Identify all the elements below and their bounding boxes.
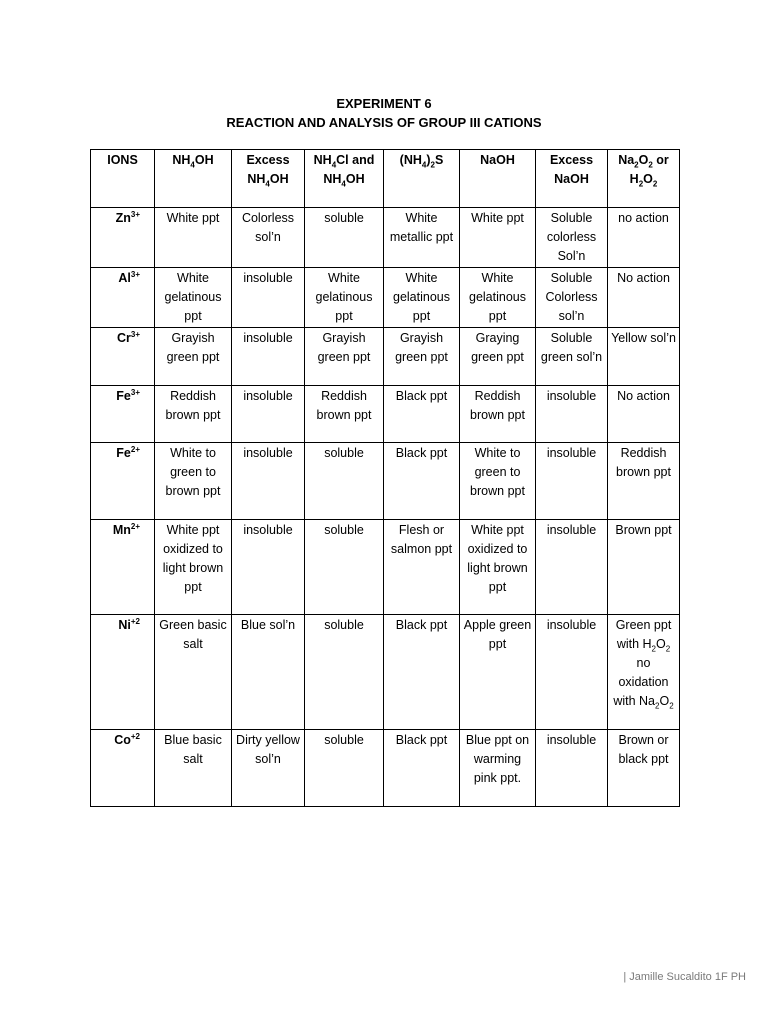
table-cell: Colorless sol’n bbox=[232, 208, 305, 268]
table-cell: Graying green ppt bbox=[460, 328, 536, 386]
table-cell: Brown or black ppt bbox=[608, 730, 680, 807]
table-row bbox=[91, 328, 680, 386]
table-cell: Dirty yellow sol’n bbox=[232, 730, 305, 807]
table-cell: White gelatinous ppt bbox=[384, 268, 460, 328]
table-cell: soluble bbox=[305, 443, 384, 520]
ion-label: $Cr^{3+}$ bbox=[91, 328, 155, 386]
table-cell: soluble bbox=[305, 615, 384, 730]
table-cell: no action bbox=[608, 208, 680, 268]
table-row bbox=[91, 386, 680, 443]
table-cell: White ppt bbox=[155, 208, 232, 268]
table-cell: White ppt oxidized to light brown ppt bbox=[155, 520, 232, 615]
table-row bbox=[91, 208, 680, 268]
table-cell: Yellow sol’n bbox=[608, 328, 680, 386]
table-cell: Black ppt bbox=[384, 443, 460, 520]
table-cell: insoluble bbox=[536, 730, 608, 807]
table-cell: White gelatinous ppt bbox=[305, 268, 384, 328]
table-row bbox=[91, 443, 680, 520]
table-cell: Reddish brown ppt bbox=[460, 386, 536, 443]
table-cell: White to green to brown ppt bbox=[460, 443, 536, 520]
ion-label: $Co^{+2}$ bbox=[91, 730, 155, 807]
table-row bbox=[91, 615, 680, 730]
table-cell: Blue basic salt bbox=[155, 730, 232, 807]
cation-reaction-table bbox=[90, 149, 680, 807]
table-cell: White ppt oxidized to light brown ppt bbox=[460, 520, 536, 615]
table-cell: Grayish green ppt bbox=[305, 328, 384, 386]
table-cell: insoluble bbox=[232, 443, 305, 520]
ion-label: $Fe^{3+}$ bbox=[91, 386, 155, 443]
table-row bbox=[91, 730, 680, 807]
table-cell: insoluble bbox=[536, 520, 608, 615]
column-header: $NH_4OH$ bbox=[155, 150, 232, 208]
table-cell: insoluble bbox=[232, 328, 305, 386]
column-header: Excess $NH_4OH$ bbox=[232, 150, 305, 208]
table-cell: Grayish green ppt bbox=[384, 328, 460, 386]
table-cell: No action bbox=[608, 268, 680, 328]
table-cell: Grayish green ppt bbox=[155, 328, 232, 386]
table-cell: soluble bbox=[305, 520, 384, 615]
column-header: $Na_2O_2$ or $H_2O_2$ bbox=[608, 150, 680, 208]
experiment-title: EXPERIMENT 6 bbox=[336, 96, 432, 111]
ion-label: $Mn^{2+}$ bbox=[91, 520, 155, 615]
column-header: $(NH_4)_2S$ bbox=[384, 150, 460, 208]
table-cell: Black ppt bbox=[384, 615, 460, 730]
table-row bbox=[91, 520, 680, 615]
table-cell: Green ppt with $H_2O_2$ no oxidation with $Na_2O_2$ bbox=[608, 615, 680, 730]
table-cell: Soluble colorless Sol’n bbox=[536, 208, 608, 268]
ion-label: $Al^{3+}$ bbox=[91, 268, 155, 328]
table-cell: Soluble Colorless sol’n bbox=[536, 268, 608, 328]
column-header: Excess NaOH bbox=[536, 150, 608, 208]
table-cell: Apple green ppt bbox=[460, 615, 536, 730]
table-body bbox=[91, 208, 680, 807]
table-cell: Reddish brown ppt bbox=[305, 386, 384, 443]
table-cell: soluble bbox=[305, 730, 384, 807]
table-header-row bbox=[91, 150, 680, 208]
table-cell: insoluble bbox=[232, 520, 305, 615]
table-cell: insoluble bbox=[232, 386, 305, 443]
ion-label: $Ni^{+2}$ bbox=[91, 615, 155, 730]
table-cell: Black ppt bbox=[384, 386, 460, 443]
table-cell: Reddish brown ppt bbox=[608, 443, 680, 520]
ion-label: $Fe^{2+}$ bbox=[91, 443, 155, 520]
table-cell: insoluble bbox=[536, 386, 608, 443]
table-cell: Flesh or salmon ppt bbox=[384, 520, 460, 615]
column-header: NaOH bbox=[460, 150, 536, 208]
column-header: $NH_4Cl$ and $NH_4OH$ bbox=[305, 150, 384, 208]
table-cell: insoluble bbox=[536, 615, 608, 730]
table-cell: Soluble green sol’n bbox=[536, 328, 608, 386]
footer-author: | Jamille Sucaldito 1F PH bbox=[623, 971, 746, 983]
table-cell: White gelatinous ppt bbox=[155, 268, 232, 328]
title-block bbox=[0, 94, 768, 132]
table-cell: White ppt bbox=[460, 208, 536, 268]
table-cell: Blue sol’n bbox=[232, 615, 305, 730]
table-cell: Green basic salt bbox=[155, 615, 232, 730]
table-cell: Brown ppt bbox=[608, 520, 680, 615]
ion-label: $Zn^{3+}$ bbox=[91, 208, 155, 268]
table-row bbox=[91, 268, 680, 328]
column-header: IONS bbox=[91, 150, 155, 208]
table-cell: White metallic ppt bbox=[384, 208, 460, 268]
table-cell: White to green to brown ppt bbox=[155, 443, 232, 520]
table-cell: Reddish brown ppt bbox=[155, 386, 232, 443]
table-cell: Black ppt bbox=[384, 730, 460, 807]
document-subtitle: REACTION AND ANALYSIS OF GROUP III CATIONS bbox=[226, 115, 542, 130]
table-cell: No action bbox=[608, 386, 680, 443]
table-cell: soluble bbox=[305, 208, 384, 268]
table-cell: insoluble bbox=[536, 443, 608, 520]
table-cell: White gelatinous ppt bbox=[460, 268, 536, 328]
table-cell: Blue ppt on warming pink ppt. bbox=[460, 730, 536, 807]
table-cell: insoluble bbox=[232, 268, 305, 328]
